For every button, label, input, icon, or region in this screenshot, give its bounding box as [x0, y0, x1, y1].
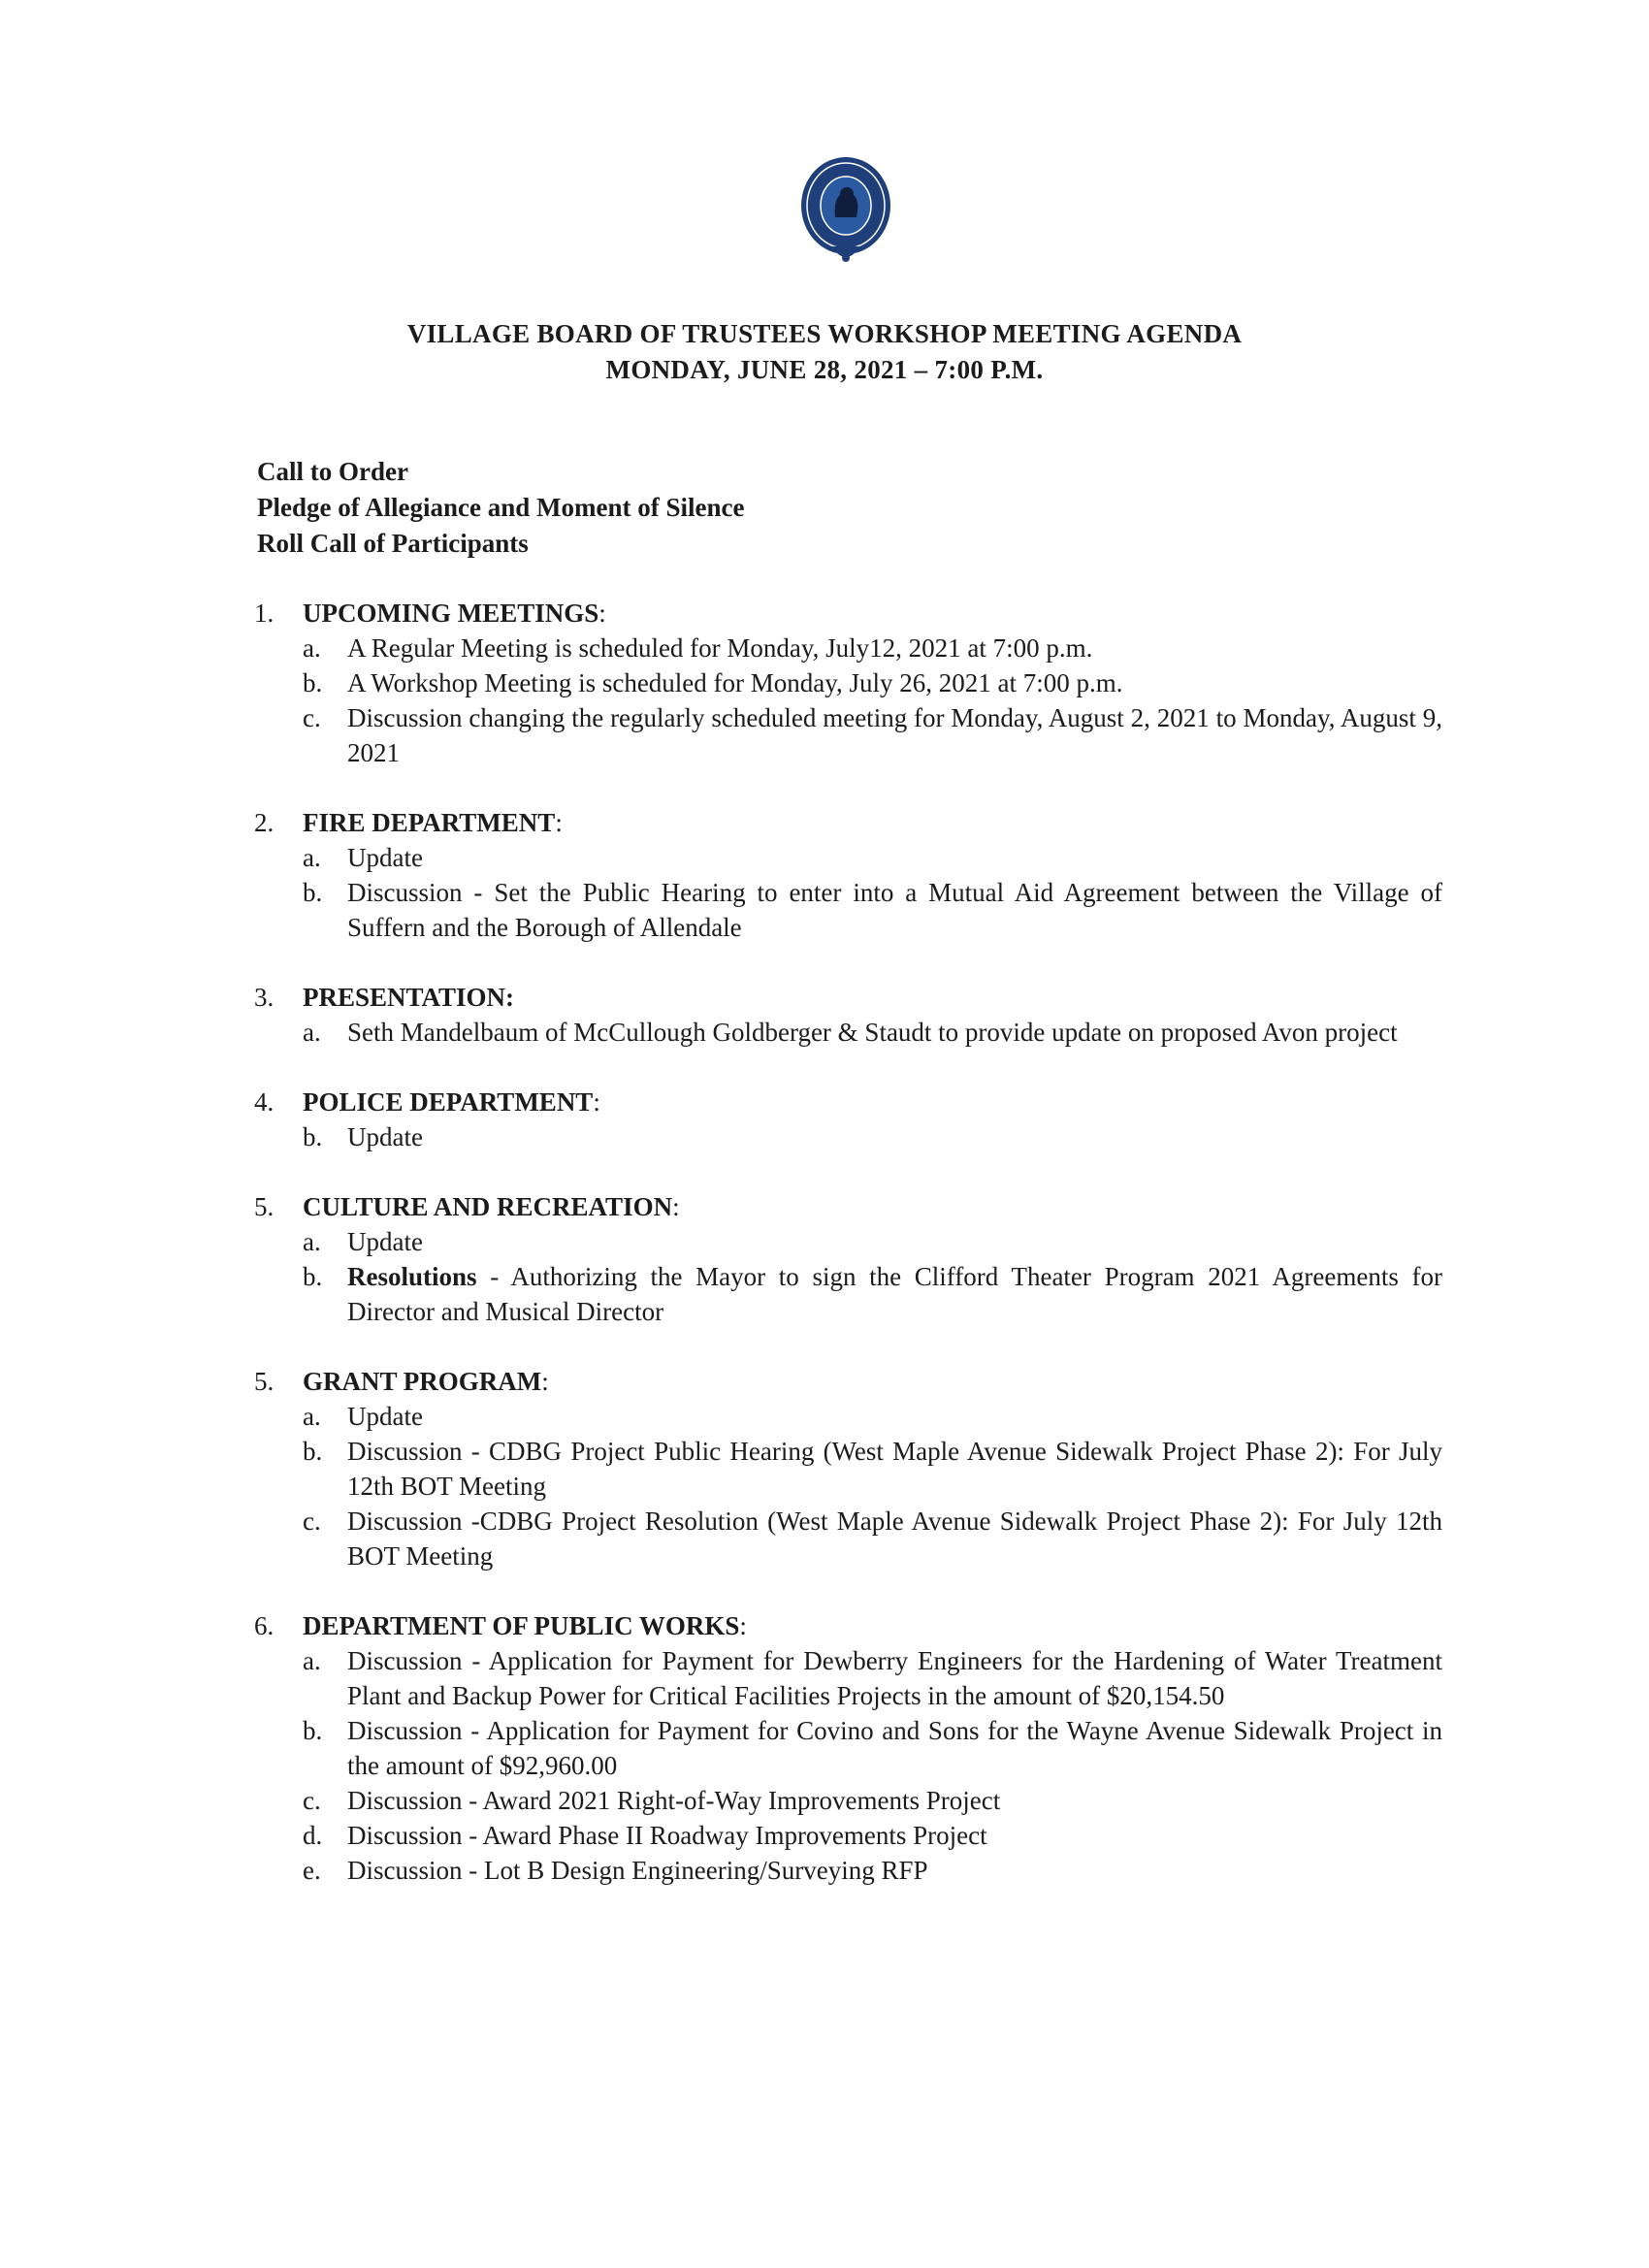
item-text: Discussion -CDBG Project Resolution (West Maple Avenue Sidewalk Project Phase 2): For July 12th BOT Meeting	[347, 1507, 1442, 1571]
section-title-suffix: :	[541, 1367, 549, 1396]
item-text: Discussion - Set the Public Hearing to enter into a Mutual Aid Agreement between the Village of Suffern and the Borough of Allendale	[347, 878, 1442, 942]
agenda-item	[254, 665, 1442, 700]
item-text: Discussion - Award 2021 Right-of-Way Improvements Project	[347, 1786, 1001, 1815]
item-letter: b.	[303, 1716, 323, 1745]
agenda-section	[254, 1189, 1442, 1329]
item-text: - Authorizing the Mayor to sign the Clifford Theater Program 2021 Agreements for Director and Musical Director	[347, 1262, 1442, 1326]
item-text: Discussion - Application for Payment for Covino and Sons for the Wayne Avenue Sidewalk Project in the amount of $92,960.00	[347, 1716, 1442, 1780]
agenda-title: VILLAGE BOARD OF TRUSTEES WORKSHOP MEETING AGENDA	[406, 319, 1243, 348]
item-text: Update	[347, 1227, 423, 1256]
pledge-of-allegiance: Pledge of Allegiance and Moment of Silence	[257, 493, 745, 522]
section-number: 2.	[254, 808, 275, 837]
item-letter: b.	[303, 668, 323, 697]
call-to-order: Call to Order	[257, 457, 408, 486]
agenda-item	[254, 700, 1442, 770]
section-title: PRESENTATION:	[303, 983, 515, 1012]
title-block	[0, 316, 1649, 388]
section-heading	[254, 1608, 1442, 1643]
agenda-section	[254, 980, 1442, 1050]
agenda-item	[254, 631, 1442, 665]
item-letter: c.	[303, 1507, 321, 1536]
section-number: 3.	[254, 983, 275, 1012]
agenda-section	[254, 805, 1442, 945]
section-title-suffix: :	[672, 1192, 680, 1221]
item-text: Update	[347, 843, 423, 872]
section-title-suffix: :	[598, 599, 606, 628]
agenda-section	[254, 1085, 1442, 1154]
section-number: 5.	[254, 1367, 275, 1396]
item-emphasis: Resolutions	[347, 1262, 477, 1291]
agenda-section	[254, 1608, 1442, 1888]
item-letter: b.	[303, 878, 323, 907]
item-letter: e.	[303, 1856, 321, 1885]
section-number: 1.	[254, 599, 275, 628]
agenda-item	[254, 1434, 1442, 1504]
agenda-item	[254, 1015, 1442, 1050]
agenda-item	[254, 1713, 1442, 1783]
item-text: Discussion changing the regularly scheduled meeting for Monday, August 2, 2021 to Monday, August 9, 2021	[347, 703, 1442, 767]
section-title: POLICE DEPARTMENT	[303, 1087, 594, 1117]
meeting-date-time: MONDAY, JUNE 28, 2021 – 7:00 P.M.	[605, 355, 1044, 384]
item-letter: b.	[303, 1262, 323, 1291]
item-letter: d.	[303, 1821, 323, 1850]
item-letter: b.	[303, 1437, 323, 1466]
item-letter: a.	[303, 843, 321, 872]
item-letter: c.	[303, 1786, 321, 1815]
section-heading	[254, 1085, 1442, 1119]
agenda-item	[254, 1853, 1442, 1888]
section-title: DEPARTMENT OF PUBLIC WORKS	[303, 1611, 740, 1640]
section-number: 5.	[254, 1192, 275, 1221]
roll-call: Roll Call of Participants	[257, 529, 529, 558]
item-letter: a.	[303, 633, 321, 663]
section-heading	[254, 980, 1442, 1015]
item-text: Discussion - CDBG Project Public Hearing (West Maple Avenue Sidewalk Project Phase 2): For July 12th BOT Meeting	[347, 1437, 1442, 1501]
item-text: Seth Mandelbaum of McCullough Goldberger & Staudt to provide update on proposed Avon project	[347, 1018, 1398, 1047]
item-letter: c.	[303, 703, 321, 732]
agenda-item	[254, 1504, 1442, 1573]
agenda-item	[254, 1119, 1442, 1154]
item-letter: a.	[303, 1646, 321, 1675]
item-letter: a.	[303, 1227, 321, 1256]
agenda-item	[254, 840, 1442, 875]
agenda-section	[254, 596, 1442, 770]
item-letter: a.	[303, 1402, 321, 1431]
section-title: GRANT PROGRAM	[303, 1367, 542, 1396]
agenda-section	[254, 1364, 1442, 1573]
item-text: Update	[347, 1402, 423, 1431]
item-text: Update	[347, 1122, 423, 1151]
agenda-item	[254, 1259, 1442, 1329]
item-text: A Workshop Meeting is scheduled for Monday, July 26, 2021 at 7:00 p.m.	[347, 668, 1123, 697]
section-heading	[254, 596, 1442, 631]
agenda-item	[254, 1783, 1442, 1818]
agenda-item	[254, 1224, 1442, 1259]
item-text: A Regular Meeting is scheduled for Monday, July12, 2021 at 7:00 p.m.	[347, 633, 1093, 663]
section-title: CULTURE AND RECREATION	[303, 1192, 673, 1221]
agenda-item	[254, 1818, 1442, 1853]
item-text: Discussion - Application for Payment for Dewberry Engineers for the Hardening of Water Treatment Plant and Backup Power for Critical Facilities Projects in the amount of $20,154.50	[347, 1646, 1442, 1710]
agenda-item	[254, 1399, 1442, 1434]
section-heading	[254, 1189, 1442, 1224]
item-text: Discussion - Award Phase II Roadway Improvements Project	[347, 1821, 987, 1850]
agenda-item	[254, 875, 1442, 945]
village-seal-logo	[792, 149, 899, 277]
agenda-item	[254, 1643, 1442, 1713]
agenda-sections	[254, 596, 1442, 1923]
item-letter: a.	[303, 1018, 321, 1047]
item-letter: b.	[303, 1122, 323, 1151]
section-number: 6.	[254, 1611, 275, 1640]
section-title-suffix: :	[739, 1611, 747, 1640]
section-title: UPCOMING MEETINGS	[303, 599, 599, 628]
item-text: Discussion - Lot B Design Engineering/Surveying RFP	[347, 1856, 928, 1885]
section-title: FIRE DEPARTMENT	[303, 808, 556, 837]
section-title-suffix: :	[593, 1087, 600, 1117]
section-title-suffix: :	[555, 808, 563, 837]
section-heading	[254, 805, 1442, 840]
preamble	[257, 454, 744, 562]
section-heading	[254, 1364, 1442, 1399]
section-number: 4.	[254, 1087, 275, 1117]
